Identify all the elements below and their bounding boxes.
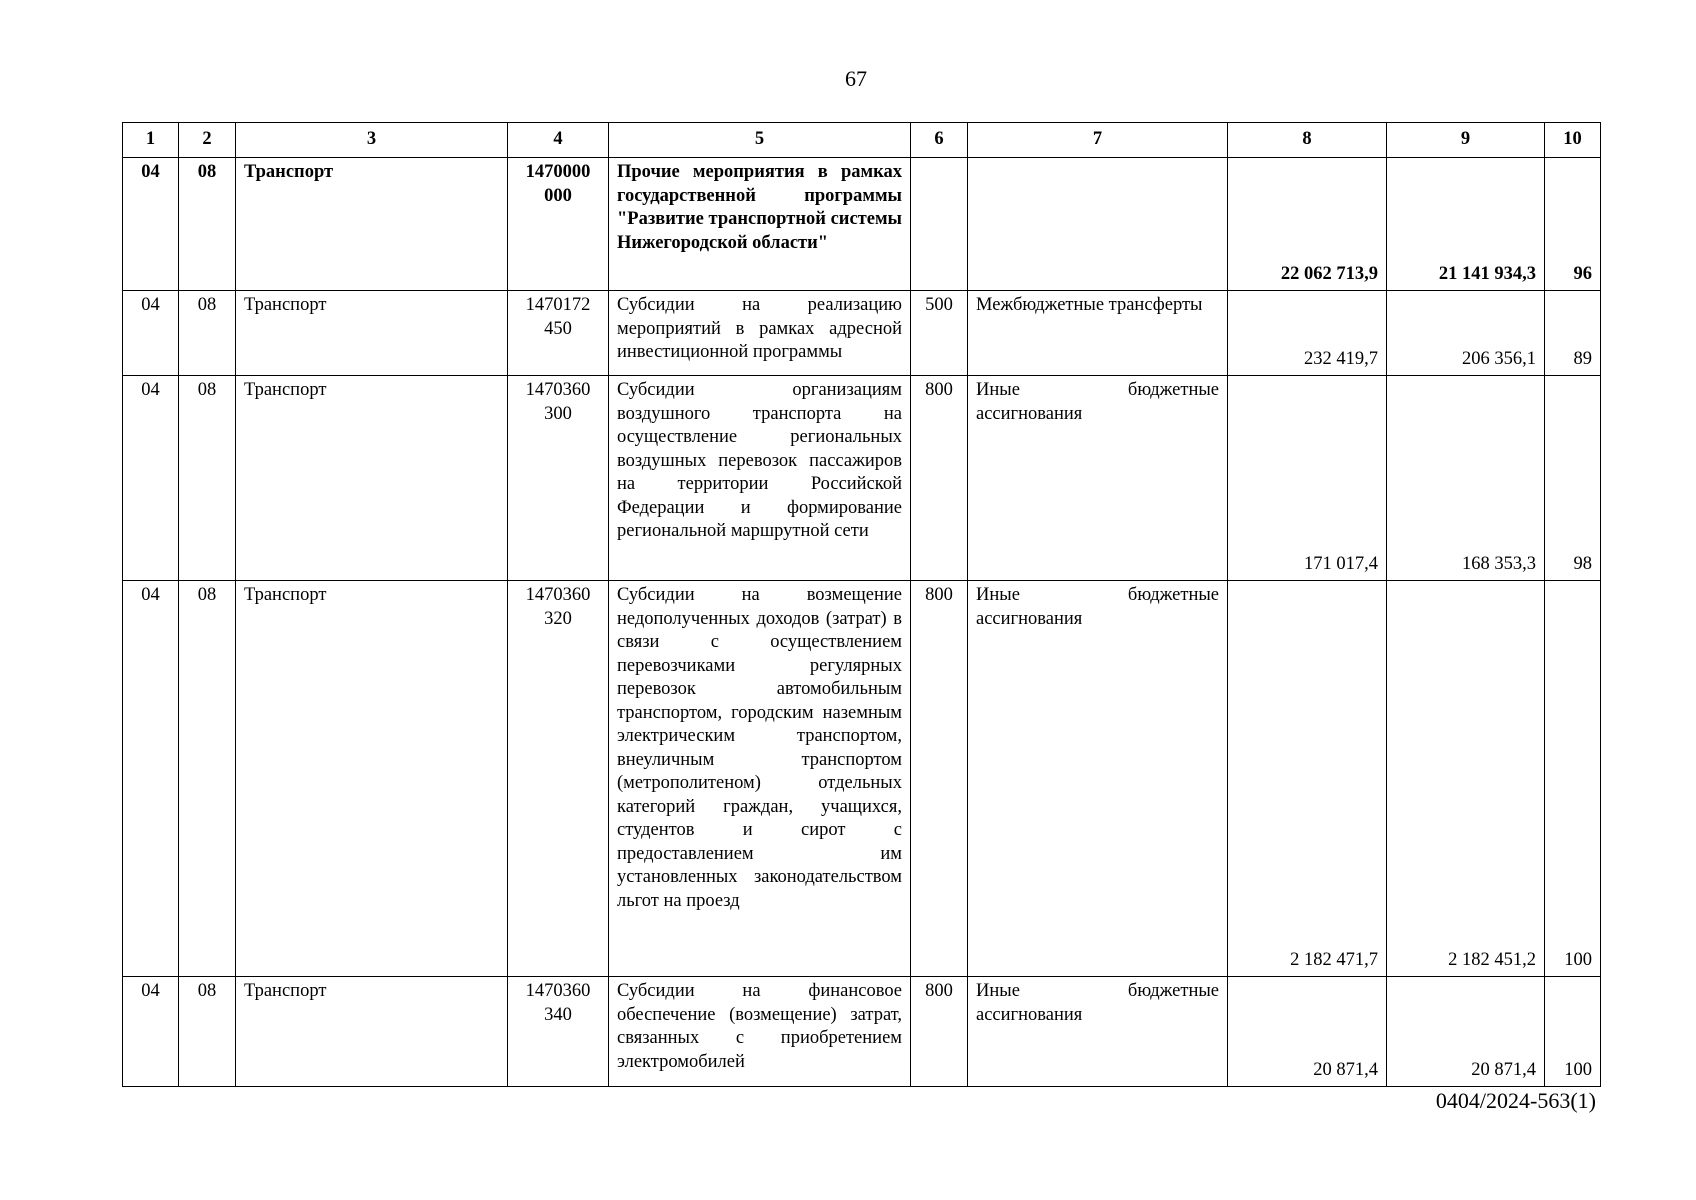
percent-cell: 100 — [1545, 581, 1601, 977]
column-header: 9 — [1387, 123, 1545, 158]
table-row — [123, 291, 1601, 376]
expense-type-name-cell — [968, 158, 1228, 291]
plan-cell: 20 871,4 — [1228, 977, 1387, 1087]
column-header: 7 — [968, 123, 1228, 158]
code-line: 1470000 — [525, 162, 591, 182]
percent-cell: 98 — [1545, 376, 1601, 581]
code-line: 1470360 — [525, 585, 591, 605]
percent-cell: 89 — [1545, 291, 1601, 376]
column-header: 2 — [179, 123, 236, 158]
name-cell: Транспорт — [236, 376, 508, 581]
column-header: 1 — [123, 123, 179, 158]
plan-cell: 2 182 471,7 — [1228, 581, 1387, 977]
actual-cell: 168 353,3 — [1387, 376, 1545, 581]
actual-cell: 20 871,4 — [1387, 977, 1545, 1087]
plan-cell: 22 062 713,9 — [1228, 158, 1387, 291]
code-line: 320 — [544, 608, 572, 629]
actual-cell: 21 141 934,3 — [1387, 158, 1545, 291]
subsection-cell: 08 — [179, 291, 236, 376]
code-line: 300 — [544, 403, 572, 424]
document-reference-code: 0404/2024-563(1) — [1435, 1088, 1596, 1113]
page-number: 67 — [845, 66, 867, 91]
name-cell: Транспорт — [236, 977, 508, 1087]
description-cell: Субсидии на возмещение недополученных доходов (затрат) в связи с осуществлением перевозчиками регулярных перевозок автомобильным транспортом, городским наземным электрическим транспортом, внеуличным транспортом (метрополитеном) отдельных категорий граждан, учащихся, студентов и сирот с предоставлением им установленных законодательством льгот на проезд — [609, 581, 911, 977]
description-cell: Прочие мероприятия в рамках государственной программы "Развитие транспортной системы Нижегородской области" — [609, 158, 911, 291]
column-header: 3 — [236, 123, 508, 158]
expense-type-cell — [911, 158, 968, 291]
column-header: 8 — [1228, 123, 1387, 158]
plan-cell: 171 017,4 — [1228, 376, 1387, 581]
expense-type-cell: 800 — [911, 977, 968, 1087]
expense-type-cell: 800 — [911, 581, 968, 977]
expense-type-cell: 500 — [911, 291, 968, 376]
subsection-cell: 08 — [179, 977, 236, 1087]
column-header: 10 — [1545, 123, 1601, 158]
code-line: 1470360 — [525, 981, 591, 1001]
expense-type-cell: 800 — [911, 376, 968, 581]
code-line: 1470172 — [525, 295, 591, 315]
description-cell: Субсидии организациям воздушного транспорта на осуществление региональных воздушных перевозок пассажиров на территории Российской Федерации и формирование региональной маршрутной сети — [609, 376, 911, 581]
description-cell: Субсидии на финансовое обеспечение (возмещение) затрат, связанных с приобретением электромобилей — [609, 977, 911, 1087]
table-row — [123, 977, 1601, 1087]
actual-cell: 206 356,1 — [1387, 291, 1545, 376]
actual-cell: 2 182 451,2 — [1387, 581, 1545, 977]
section-cell: 04 — [123, 158, 179, 291]
code-line: 1470360 — [525, 380, 591, 400]
section-cell: 04 — [123, 977, 179, 1087]
code-line: 450 — [544, 318, 572, 339]
subsection-cell: 08 — [179, 376, 236, 581]
column-header: 5 — [609, 123, 911, 158]
code-line: 000 — [544, 185, 572, 206]
code-cell — [508, 977, 609, 1087]
header-row — [123, 123, 1601, 158]
section-cell: 04 — [123, 291, 179, 376]
budget-table — [122, 122, 1601, 1087]
percent-cell: 100 — [1545, 977, 1601, 1087]
code-cell — [508, 376, 609, 581]
subsection-cell: 08 — [179, 581, 236, 977]
section-cell: 04 — [123, 376, 179, 581]
table-row — [123, 376, 1601, 581]
table-row — [123, 581, 1601, 977]
column-header: 6 — [911, 123, 968, 158]
expense-type-name-cell: Иные бюджетные ассигнования — [968, 977, 1228, 1087]
code-line: 340 — [544, 1004, 572, 1025]
subsection-cell: 08 — [179, 158, 236, 291]
code-cell — [508, 581, 609, 977]
code-cell — [508, 158, 609, 291]
percent-cell: 96 — [1545, 158, 1601, 291]
expense-type-name-cell: Иные бюджетные ассигнования — [968, 376, 1228, 581]
name-cell: Транспорт — [236, 581, 508, 977]
name-cell: Транспорт — [236, 158, 508, 291]
column-header: 4 — [508, 123, 609, 158]
expense-type-name-cell: Межбюджетные трансферты — [968, 291, 1228, 376]
description-cell: Субсидии на реализацию мероприятий в рамках адресной инвестиционной программы — [609, 291, 911, 376]
name-cell: Транспорт — [236, 291, 508, 376]
plan-cell: 232 419,7 — [1228, 291, 1387, 376]
section-cell: 04 — [123, 581, 179, 977]
expense-type-name-cell: Иные бюджетные ассигнования — [968, 581, 1228, 977]
code-cell — [508, 291, 609, 376]
table-row — [123, 158, 1601, 291]
